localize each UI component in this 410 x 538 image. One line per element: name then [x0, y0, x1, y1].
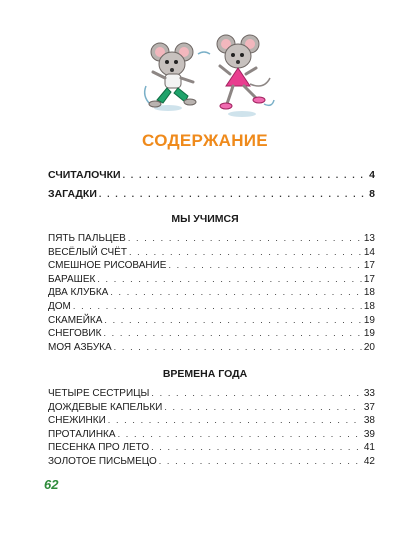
toc-entry-label: ЗОЛОТОЕ ПИСЬМЕЦО: [48, 455, 157, 467]
toc-section-seasons: [48, 387, 375, 469]
toc-entry[interactable]: [48, 246, 375, 260]
dot-leader: [97, 273, 362, 287]
toc-top-entries: [48, 166, 375, 204]
toc-entry-label: ПЕСЕНКА ПРО ЛЕТО: [48, 442, 150, 454]
dot-leader: [129, 246, 362, 260]
dot-leader: [110, 286, 362, 300]
toc-entry-label: ПРОТАЛИНКА: [48, 428, 116, 440]
dot-leader: [104, 314, 361, 328]
page-number: 62: [44, 477, 59, 492]
toc-entry-label: СМЕШНОЕ РИСОВАНИЕ: [48, 260, 167, 272]
toc-entry-label: ДОМ: [48, 300, 71, 312]
toc-entry-page: 39: [363, 428, 375, 440]
toc-entry-page: 8: [369, 188, 375, 200]
toc-entry[interactable]: [48, 327, 375, 341]
toc-entry[interactable]: [48, 428, 375, 442]
toc-entry-label: СНЕЖИНКИ: [48, 415, 106, 427]
toc-entry-label: БАРАШЕК: [48, 273, 96, 285]
dot-leader: [118, 428, 362, 442]
contents-title: СОДЕРЖАНИЕ: [142, 131, 268, 150]
toc-entry-page: 18: [363, 300, 375, 312]
toc-entry[interactable]: [48, 259, 375, 273]
toc-entry-page: 20: [363, 341, 375, 353]
toc-entry[interactable]: [48, 273, 375, 287]
dot-leader: [114, 341, 362, 355]
toc-entry-label: ДВА КЛУБКА: [48, 287, 109, 299]
toc-entry[interactable]: [48, 232, 375, 246]
toc-entry-label: ПЯТЬ ПАЛЬЦЕВ: [48, 233, 126, 244]
toc-entry[interactable]: [48, 414, 375, 428]
toc-entry-label: СКАМЕЙКА: [48, 314, 103, 326]
dot-leader: [164, 401, 362, 415]
toc-section-we-learn: [48, 232, 375, 354]
toc-entry[interactable]: [48, 286, 375, 300]
toc-entry[interactable]: [48, 387, 375, 401]
dot-leader: [103, 327, 361, 341]
toc-entry-label: ЧЕТЫРЕ СЕСТРИЦЫ: [48, 388, 150, 399]
toc-entry-page: 19: [363, 314, 375, 326]
toc-entry[interactable]: [48, 300, 375, 314]
dot-leader: [123, 166, 368, 185]
dot-leader: [99, 185, 367, 204]
dot-leader: [151, 387, 361, 401]
toc-entry-page: 13: [363, 233, 375, 244]
toc-entry-page: 17: [363, 260, 375, 272]
two-dancing-mice-icon: [138, 34, 278, 122]
toc-entry-page: 38: [363, 415, 375, 427]
toc-entry-label: СНЕГОВИК: [48, 328, 102, 340]
dot-leader: [159, 455, 362, 469]
dot-leader: [151, 441, 362, 455]
toc-entry[interactable]: [48, 401, 375, 415]
toc-entry-page: 4: [369, 169, 375, 181]
toc-entry-page: 18: [363, 287, 375, 299]
toc-entry[interactable]: [48, 314, 375, 328]
toc-entry-page: 14: [363, 246, 375, 258]
toc-entry-label: ДОЖДЕВЫЕ КАПЕЛЬКИ: [48, 401, 163, 413]
section-title: ВРЕМЕНА ГОДА: [162, 368, 248, 380]
toc-entry-page: 33: [363, 388, 375, 399]
toc-entry[interactable]: [48, 455, 375, 469]
dot-leader: [128, 232, 362, 246]
toc-entry-label: ЗАГАДКИ: [48, 188, 97, 200]
section-title: МЫ УЧИМСЯ: [171, 213, 239, 225]
toc-entry[interactable]: [48, 441, 375, 455]
toc-entry[interactable]: [48, 166, 375, 185]
toc-entry-label: СЧИТАЛОЧКИ: [48, 169, 121, 181]
dot-leader: [108, 414, 362, 428]
toc-entry-page: 41: [363, 442, 375, 454]
toc-entry-label: ВЕСЁЛЫЙ СЧЁТ: [48, 246, 127, 258]
dot-leader: [168, 259, 361, 273]
dot-leader: [73, 300, 362, 314]
toc-entry-label: МОЯ АЗБУКА: [48, 341, 112, 353]
toc-entry-page: 37: [363, 401, 375, 413]
toc-entry[interactable]: [48, 185, 375, 204]
toc-entry-page: 42: [363, 455, 375, 467]
toc-entry[interactable]: [48, 341, 375, 355]
toc-entry-page: 17: [363, 273, 375, 285]
toc-entry-page: 19: [363, 328, 375, 340]
